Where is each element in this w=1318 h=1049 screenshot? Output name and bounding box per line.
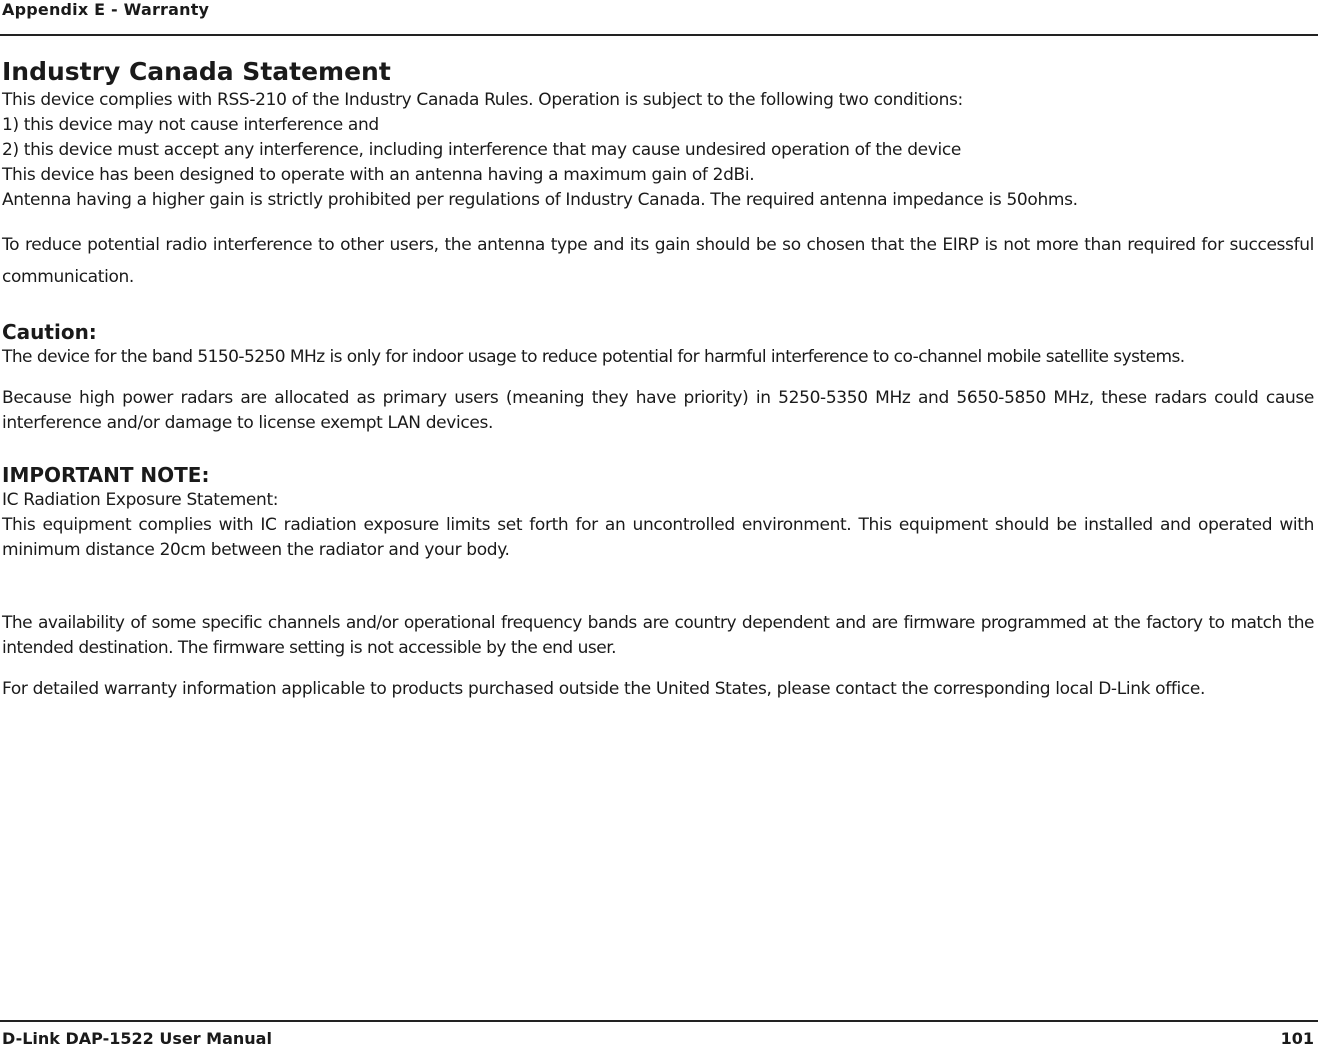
important-note-heading: IMPORTANT NOTE: [2, 463, 210, 487]
footer-manual-title: D-Link DAP-1522 User Manual [2, 1029, 272, 1048]
caution-radars-paragraph: Because high power radars are allocated as primary users (meaning they have priority) in 5250-5350 MHz and 5650-5850 MHz, these radars could cause interference and/or damage to license exempt LAN devices. [2, 388, 1314, 433]
caution-band-paragraph: The device for the band 5150-5250 MHz is only for indoor usage to reduce potential for harmful interference to co-channel mobile satellite systems. [2, 347, 1185, 367]
canada-line: This device has been designed to operate with an antenna having a maximum gain of 2dBi. [2, 165, 755, 185]
header-divider [0, 34, 1318, 36]
exposure-paragraph: This equipment complies with IC radiation exposure limits set forth for an uncontrolled environment. This equipment should be installed and operated with minimum distance 20cm between the radiator and your body. [2, 515, 1314, 560]
industry-canada-heading: Industry Canada Statement [2, 57, 391, 86]
availability-paragraph: The availability of some specific channels and/or operational frequency bands are country dependent and are firmware programmed at the factory to match the intended destination. The firmware setting is not accessible by the end user. [2, 613, 1314, 658]
document-body [2, 56, 1314, 702]
footer-page-number: 101 [1280, 1029, 1314, 1048]
page-header-title: Appendix E - Warranty [2, 0, 210, 19]
footer-divider [0, 1020, 1318, 1022]
interference-paragraph: To reduce potential radio interference to other users, the antenna type and its gain should be so chosen that the EIRP is not more than required for successful communication. [2, 235, 1314, 287]
canada-line: 2) this device must accept any interference, including interference that may cause undesired operation of the device [2, 140, 961, 160]
canada-line: 1) this device may not cause interference and [2, 115, 379, 135]
warranty-info-paragraph: For detailed warranty information applicable to products purchased outside the United States, please contact the corresponding local D-Link office. [2, 679, 1206, 699]
canada-line: This device complies with RSS-210 of the Industry Canada Rules. Operation is subject to the following two conditions: [2, 90, 963, 110]
caution-heading: Caution: [2, 320, 97, 344]
canada-line: Antenna having a higher gain is strictly prohibited per regulations of Industry Canada. The required antenna impedance is 50ohms. [2, 190, 1078, 210]
ic-exposure-subheading: IC Radiation Exposure Statement: [2, 490, 279, 510]
